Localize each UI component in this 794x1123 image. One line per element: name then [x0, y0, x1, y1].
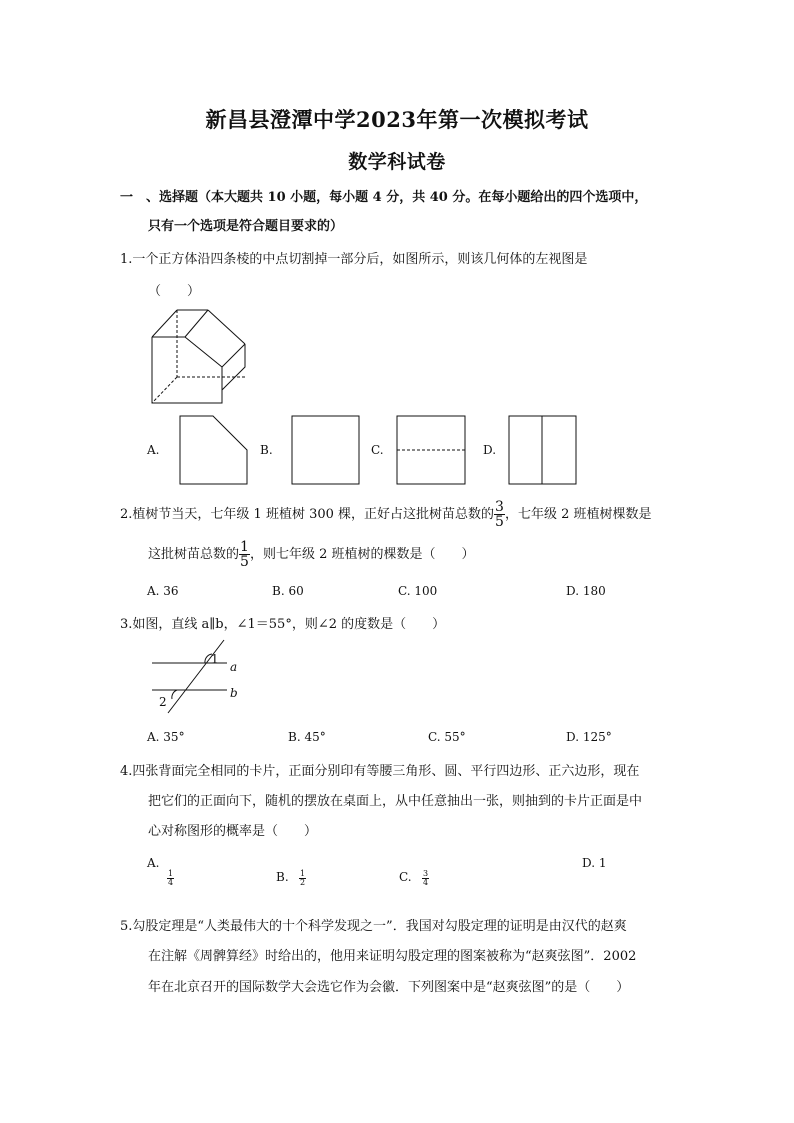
- q3-option-a: A. 35°: [147, 730, 185, 744]
- question-1-text: 1.一个正方体沿四条棱的中点切割掉一部分后，如图所示，则该几何体的左视图是: [120, 252, 588, 267]
- q4-optB-denominator: 2: [300, 878, 306, 887]
- q3-angle-1-label: 1: [211, 652, 219, 666]
- q1-option-d-label: D.: [483, 443, 497, 457]
- q1-option-b-label: B.: [260, 443, 273, 457]
- q2-text-c: 这批树苗总数的: [148, 547, 240, 562]
- q2-option-c: C. 100: [398, 584, 438, 598]
- exam-title: 新昌县澄潭中学2023年第一次模拟考试: [205, 107, 589, 132]
- q2-text-b: ，七年级 2 班植树棵数是: [504, 507, 652, 522]
- q4-option-a-fraction: [167, 868, 174, 887]
- question-5-line1: 5.勾股定理是“人类最伟大的十个科学发现之一”．我国对勾股定理的证明是由汉代的赵爽: [120, 919, 627, 934]
- q3-line-b-label: b: [230, 686, 238, 700]
- q4-option-d: D. 1: [582, 856, 607, 870]
- q4-optC-denominator: 4: [423, 878, 429, 887]
- q4-optB-numerator: 1: [300, 869, 306, 878]
- question-5-line3: 年在北京召开的国际数学大会选它作为会徽．下列图案中是“赵爽弦图”的是（ ）: [148, 980, 630, 995]
- q2-frac1-numerator: 3: [495, 499, 504, 515]
- q4-option-c-fraction: [422, 868, 429, 887]
- question-4-line3: 心对称图形的概率是（ ）: [148, 824, 318, 839]
- q4-option-c-label: C.: [399, 870, 412, 884]
- q2-frac2-numerator: 1: [240, 539, 249, 555]
- q4-optA-denominator: 4: [168, 878, 174, 887]
- question-5-line2: 在注解《周髀算经》时给出的，他用来证明勾股定理的图案被称为“赵爽弦图”．2002: [148, 949, 637, 964]
- q2-text-d: ，则七年级 2 班植树的棵数是（ ）: [249, 547, 475, 562]
- question-3-text: 3.如图，直线 a∥b，∠1＝55°，则∠2 的度数是（ ）: [120, 617, 446, 632]
- q2-option-b: B. 60: [272, 584, 304, 598]
- q3-option-b: B. 45°: [288, 730, 326, 744]
- q3-line-a-label: a: [230, 660, 238, 674]
- q2-text-a: 2.植树节当天，七年级 1 班植树 300 棵，正好占这批树苗总数的: [120, 507, 495, 522]
- q3-option-c: C. 55°: [428, 730, 466, 744]
- q2-option-a: A. 36: [147, 584, 179, 598]
- q2-frac1-denominator: 5: [495, 514, 504, 530]
- q4-option-b-label: B.: [276, 870, 289, 884]
- q2-frac2-denominator: 5: [240, 554, 249, 570]
- q4-option-a-label: A.: [147, 856, 160, 870]
- q1-option-a-label: A.: [147, 443, 160, 457]
- q4-optA-numerator: 1: [168, 869, 174, 878]
- section-heading-line2: 只有一个选项是符合题目要求的）: [148, 219, 344, 234]
- section-heading-line1: 一 、选择题（本大题共 10 小题，每小题 4 分，共 40 分。在每小题给出的四个选项中，: [120, 190, 648, 205]
- q3-option-d: D. 125°: [566, 730, 612, 744]
- q2-option-d: D. 180: [566, 584, 606, 598]
- question-1-bracket: （ ）: [148, 284, 201, 299]
- q1-option-c-label: C.: [371, 443, 384, 457]
- question-4-line2: 把它们的正面向下，随机的摆放在桌面上，从中任意抽出一张，则抽到的卡片正面是中: [148, 794, 643, 809]
- q4-optC-numerator: 3: [423, 869, 429, 878]
- q3-angle-2-label: 2: [159, 695, 167, 709]
- exam-subtitle: 数学科试卷: [348, 151, 446, 173]
- question-4-line1: 4.四张背面完全相同的卡片，正面分别印有等腰三角形、圆、平行四边形、正六边形，现在: [120, 764, 640, 779]
- q4-option-b-fraction: [299, 868, 306, 887]
